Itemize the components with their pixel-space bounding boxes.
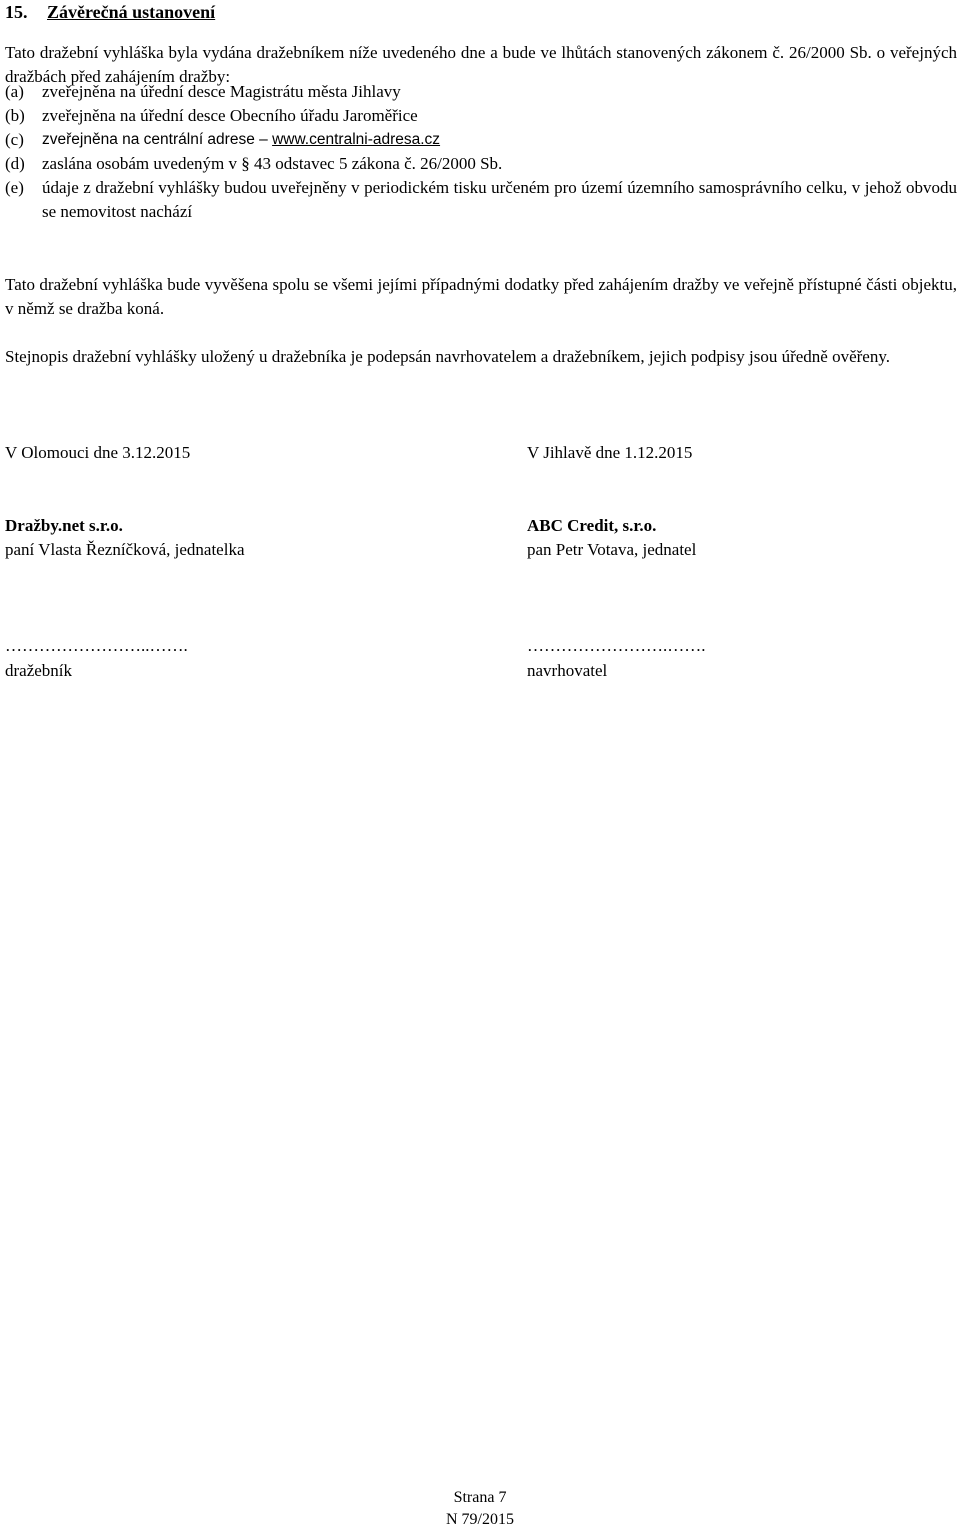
central-address-label: zveřejněna na centrální adrese –: [42, 131, 273, 148]
section-title: Závěrečná ustanovení: [47, 2, 216, 22]
left-place-date: V Olomouci dne 3.12.2015: [5, 443, 191, 462]
list-marker: (c): [5, 130, 24, 149]
auctioneer-person: paní Vlasta Řezníčková, jednatelka: [5, 540, 245, 559]
list-marker: (b): [5, 106, 25, 125]
document-reference: N 79/2015: [446, 1511, 514, 1528]
right-place-date: V Jihlavě dne 1.12.2015: [527, 443, 693, 462]
auctioneer-role: dražebník: [5, 661, 73, 680]
proposer-signature-line: …………………….…….: [527, 636, 706, 655]
list-item-text: [42, 128, 957, 152]
publication-list: [5, 80, 957, 224]
list-item: [5, 104, 957, 128]
page-number: Strana 7: [453, 1489, 507, 1506]
list-item-text: zveřejněna na úřední desce Magistrátu města Jihlavy: [42, 82, 401, 101]
list-marker: (a): [5, 82, 24, 101]
list-item-text: údaje z dražební vyhlášky budou uveřejněny v periodickém tisku určeném pro území územního samosprávního celku, v jehož obvodu se nemovitost nachází: [42, 178, 957, 221]
auctioneer-signature-line: ……………………..…….: [5, 636, 188, 655]
list-item: [5, 128, 957, 152]
list-item: [5, 176, 957, 224]
posting-paragraph: Tato dražební vyhláška bude vyvěšena spolu se všemi jejími případnými dodatky před zahájením dražby ve veřejně přístupné části objektu, v němž se dražba koná.: [5, 275, 957, 318]
list-item-text: zveřejněna na úřední desce Obecního úřadu Jaroměřice: [42, 106, 418, 125]
copy-paragraph: Stejnopis dražební vyhlášky uložený u dražebníka je podepsán navrhovatelem a dražebníkem, jejich podpisy jsou úředně ověřeny.: [5, 347, 890, 366]
section-heading: [5, 0, 215, 24]
list-marker: (d): [5, 154, 25, 173]
list-item: [5, 80, 957, 104]
proposer-person: pan Petr Votava, jednatel: [527, 540, 697, 559]
list-marker: (e): [5, 178, 24, 197]
section-number: 15.: [5, 2, 28, 22]
list-item: [5, 152, 957, 176]
auctioneer-company: Dražby.net s.r.o.: [5, 516, 123, 535]
intro-paragraph: Tato dražební vyhláška byla vydána dražebníkem níže uvedeného dne a bude ve lhůtách stanovených zákonem č. 26/2000 Sb. o veřejných dražbách před zahájením dražby:: [5, 43, 957, 86]
list-item-text: zaslána osobám uvedeným v § 43 odstavec 5 zákona č. 26/2000 Sb.: [42, 154, 503, 173]
proposer-company: ABC Credit, s.r.o.: [527, 516, 657, 535]
central-address-link[interactable]: www.centralni-adresa.cz: [272, 131, 441, 148]
proposer-role: navrhovatel: [527, 661, 608, 680]
